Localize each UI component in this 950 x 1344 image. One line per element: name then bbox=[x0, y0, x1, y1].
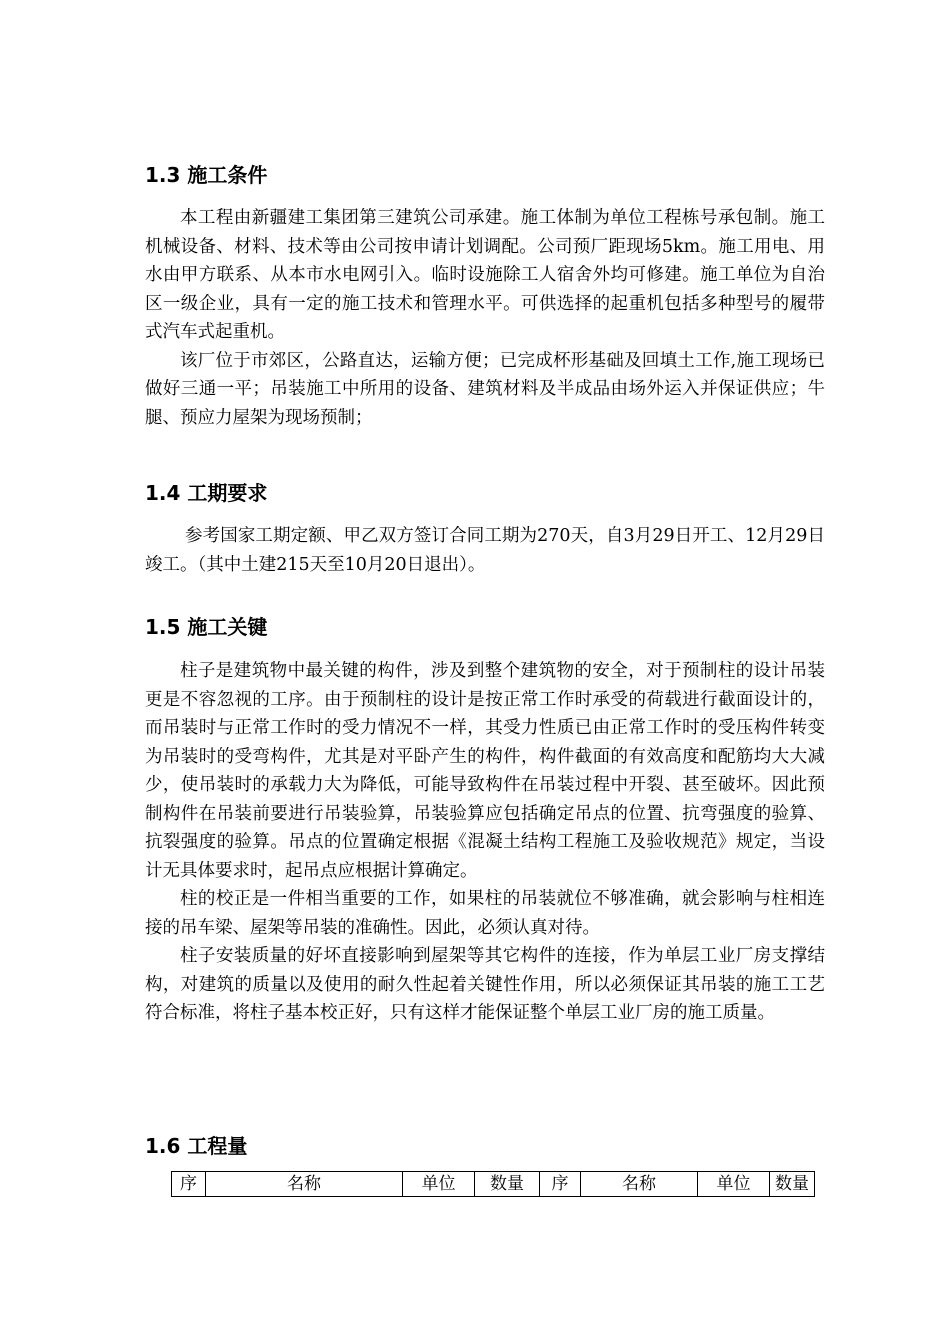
section-heading: 1.5 施工关键 bbox=[145, 615, 268, 639]
table-header-row bbox=[172, 1172, 815, 1197]
paragraph: 该厂位于市郊区，公路直达，运输方便；已完成杯形基础及回填土工作,施工现场已做好三通一平；吊装施工中所用的设备、建筑材料及半成品由场外运入并保证供应；牛腿、预应力屋架为现场预制； bbox=[145, 350, 825, 428]
table-header-cell: 名称 bbox=[206, 1172, 403, 1197]
table-header-cell: 单位 bbox=[403, 1172, 475, 1197]
paragraph: 柱的校正是一件相当重要的工作，如果柱的吊装就位不够准确，就会影响与柱相连接的吊车梁、屋架等吊装的准确性。因此，必须认真对待。 bbox=[145, 889, 825, 938]
section-heading: 1.4 工期要求 bbox=[145, 481, 268, 505]
section-heading: 1.6 工程量 bbox=[145, 1134, 248, 1158]
table-header-cell: 单位 bbox=[698, 1172, 770, 1197]
section-construction-conditions bbox=[145, 161, 825, 432]
section-construction-key-points bbox=[145, 613, 825, 1028]
section-schedule-requirements bbox=[145, 479, 825, 579]
paragraph: 柱子安装质量的好坏直接影响到屋架等其它构件的连接，作为单层工业厂房支撑结构，对建筑的质量以及使用的耐久性起着关键性作用，所以必须保证其吊装的施工工艺符合标准，将柱子基本校正好，只有这样才能保证整个单层工业厂房的施工质量。 bbox=[145, 946, 825, 1023]
paragraph: 本工程由新疆建工集团第三建筑公司承建。施工体制为单位工程栋号承包制。施工机械设备、材料、技术等由公司按申请计划调配。公司预厂距现场5km。施工用电、用水由甲方联系、从本市水电网引入。临时设施除工人宿舍外均可修建。施工单位为自治区一级企业，具有一定的施工技术和管理水平。可供选择的起重机包括多种型号的履带式汽车式起重机。 bbox=[145, 208, 825, 342]
table-header-cell: 数量 bbox=[475, 1172, 540, 1197]
section-quantities bbox=[145, 1132, 825, 1160]
paragraph: 柱子是建筑物中最关键的构件，涉及到整个建筑物的安全，对于预制柱的设计吊装更是不容忽视的工序。由于预制柱的设计是按正常工作时承受的荷载进行截面设计的，而吊装时与正常工作时的受力情况不一样，其受力性质已由正常工作时的受压构件转变为吊装时的受弯构件，尤其是对平卧产生的构件，构件截面的有效高度和配筋均大大减少，使吊装时的承载力大为降低，可能导致构件在吊装过程中开裂、甚至破坏。因此预制构件在吊装前要进行吊装验算，吊装验算应包括确定吊点的位置、抗弯强度的验算、抗裂强度的验算。吊点的位置确定根据《混凝土结构工程施工及验收规范》规定，当设计无具体要求时，起吊点应根据计算确定。 bbox=[145, 661, 825, 881]
paragraph: 参考国家工期定额、甲乙双方签订合同工期为270天，自3月29日开工、12月29日竣工。（其中土建215天至10月20日退出）。 bbox=[145, 526, 825, 575]
table-header-cell: 序 bbox=[172, 1172, 206, 1197]
table-header-cell: 名称 bbox=[581, 1172, 698, 1197]
quantities-table bbox=[171, 1171, 815, 1197]
table-header-cell: 数量 bbox=[770, 1172, 815, 1197]
table-header-cell: 序 bbox=[540, 1172, 581, 1197]
section-heading: 1.3 施工条件 bbox=[145, 163, 268, 187]
